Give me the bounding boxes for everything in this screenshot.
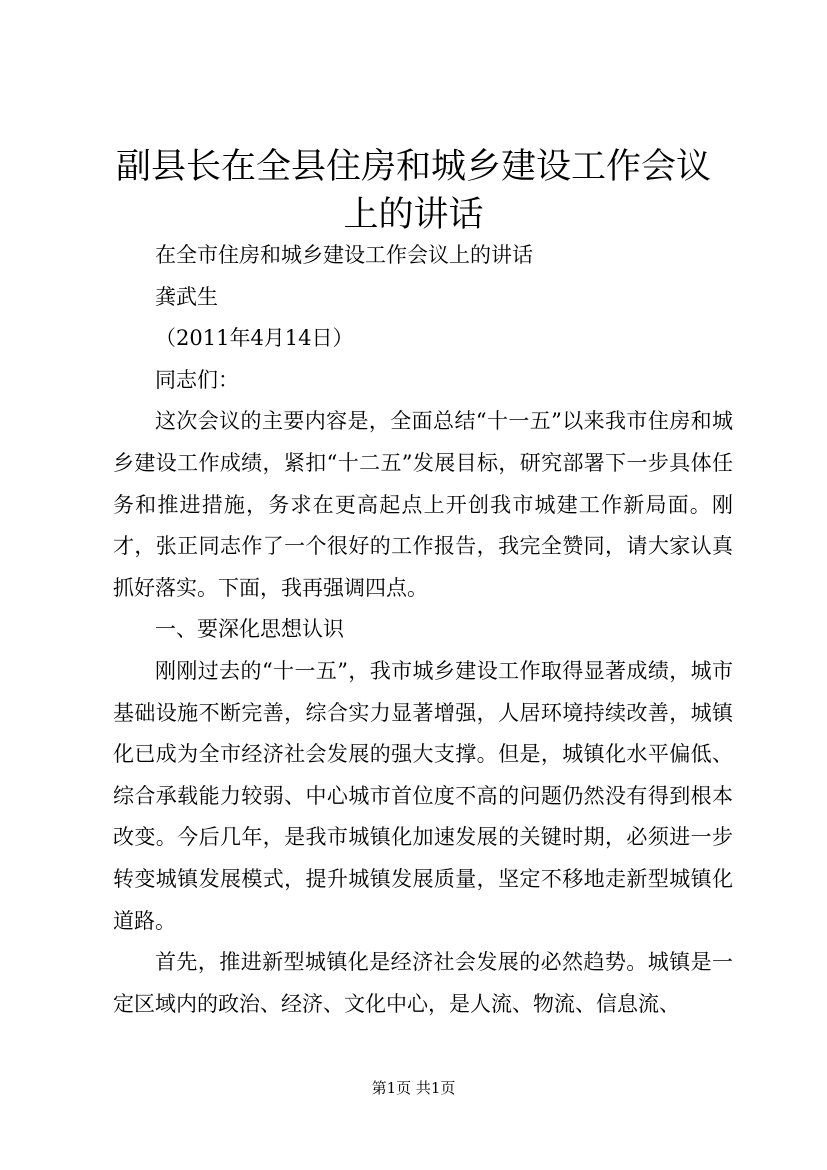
- page-footer: 第1页 共1页: [371, 1079, 456, 1097]
- body-paragraph: 刚刚过去的“十一五”，我市城乡建设工作取得显著成绩，城市基础设施不断完善，综合实力显著增强，人居环境持续改善，城镇化已成为全市经济社会发展的强大支撑。但是，城镇化水平偏低、综合承载能力较弱、中心城市首位度不高的问题仍然没有得到根本改变。今后几年，是我市城镇化加速发展的关键时期，必须进一步转变城镇发展模式，提升城镇发展质量，坚定不移地走新型城镇化道路。: [113, 658, 733, 933]
- speech-date: （2011年4月14日）: [155, 326, 354, 351]
- document-body: [113, 235, 733, 1025]
- body-paragraph: 首先，推进新型城镇化是经济社会发展的必然趋势。城镇是一定区域内的政治、经济、文化中心，是人流、物流、信息流、: [113, 950, 733, 1016]
- body-paragraph: 这次会议的主要内容是，全面总结“十一五”以来我市住房和城乡建设工作成绩，紧扣“十二五”发展目标，研究部署下一步具体任务和推进措施，务求在更高起点上开创我市城建工作新局面。刚才，张正同志作了一个很好的工作报告，我完全赞同，请大家认真抓好落实。下面，我再强调四点。: [113, 409, 733, 600]
- speaker-name: 龚武生: [155, 284, 218, 309]
- subtitle-paragraph: 在全市住房和城乡建设工作会议上的讲话: [155, 243, 533, 267]
- salutation: 同志们：: [155, 367, 239, 392]
- section-heading: 一、要深化思想认识: [155, 617, 344, 642]
- document-title: 副县长在全县住房和城乡建设工作会议上的讲话: [115, 147, 711, 235]
